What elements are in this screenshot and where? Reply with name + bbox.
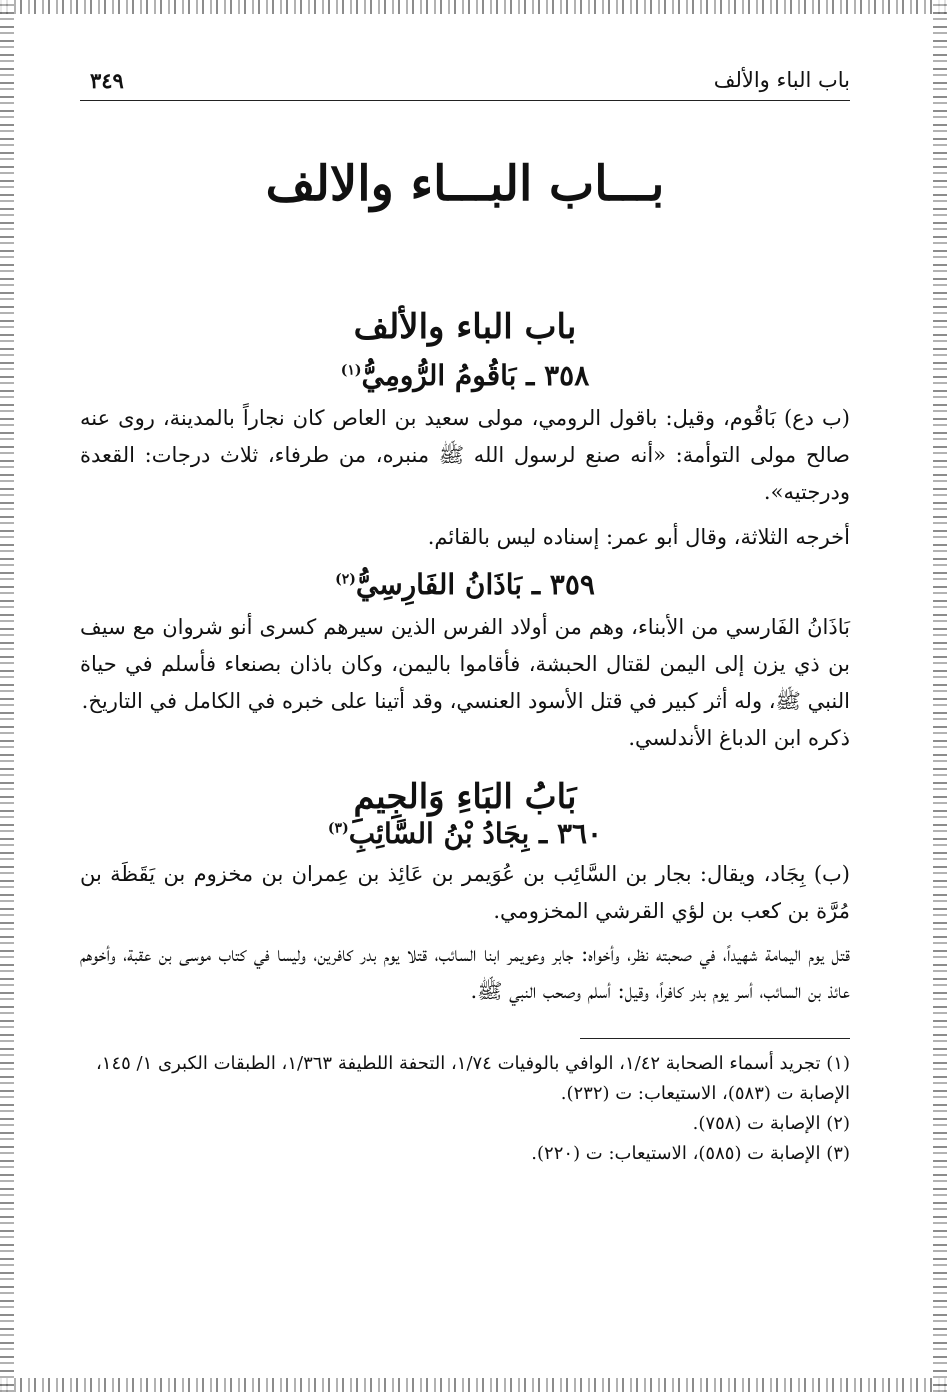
running-title: باب الباء والألف [713, 68, 850, 92]
footnote: (٢) الإصابة ت (٧٥٨). [692, 1113, 850, 1134]
entry-paragraph: بَاذَانُ الفَارسي من الأبناء، وهم من أولاد الفرس الذين سيرهم كسرى أنو شروان مع سيف بن ذي يزن إلى اليمن لقتال الحبشة، فأقاموا باليمن، وكان باذان بصنعاء فأسلم في حياة النبي ﷺ، وله أثر كبير في قتل الأسود العنسي، وقد أتينا على خبره في الكامل في التاريخ. [80, 615, 850, 713]
entry-heading [80, 817, 850, 850]
page-border-bottom [0, 1378, 947, 1392]
footnote: (١) تجريد أسماء الصحابة ١/٤٢، الوافي بالوفيات ١/٧٤، التحفة اللطيفة ١/٣٦٣، الطبقات الكبرى ١/ ١٤٥، الإصابة ت (٥٨٣)، الاستيعاب: ت (٢٣٢). [95, 1053, 850, 1104]
entry-paragraph: (ب) بِجَاد، ويقال: بجار بن السَّائِب بن عُوَيمر بن عَائِذ بن عِمران بن مخزوم بن يَقَظَة بن مُرَّة بن كعب بن لؤي القرشي المخزومي. [80, 862, 850, 923]
book-page [80, 60, 850, 1350]
entry-heading-text: ٣٦٠ ـ بِجَادُ بْنُ السَّائِبِ [348, 817, 603, 850]
entry-heading [80, 568, 850, 601]
page-border-left [0, 0, 14, 1392]
footnote-ref: (٢) [335, 571, 356, 588]
entry-heading [80, 359, 850, 392]
running-header [80, 60, 850, 101]
entry-paragraph: ذكره ابن الدباغ الأندلسي. [628, 726, 850, 750]
footnote-ref: (٣) [327, 820, 349, 837]
entry-paragraph: (ب دع) بَاقُوم، وقيل: باقول الرومي، مولى سعيد بن العاص كان نجاراً بالمدينة، روى عنه صالح مولى التوأمة: «أنه صنع لرسول الله ﷺ منبره، من طرفاء، ثلاث درجات: القعدة ودرجتيه». [80, 406, 850, 504]
section-title: باب الباء والألف [353, 307, 577, 347]
page-border-right [933, 0, 947, 1392]
section-title: بَابُ البَاءِ وَالجِيمِ [353, 777, 577, 817]
entry-heading-text: ٣٥٨ ـ بَاقُومُ الرُّومِيُّ [361, 359, 590, 392]
chapter-title: بـــاب البـــاء والالف [265, 156, 665, 212]
footnote-ref: (١) [340, 362, 362, 379]
entry-heading-text: ٣٥٩ ـ بَاذَانُ الفَارِسِيُّ [355, 568, 595, 601]
page-border-top [0, 0, 947, 14]
footnote: (٣) الإصابة ت (٥٨٥)، الاستيعاب: ت (٢٢٠). [531, 1143, 850, 1164]
page-number: ٣٤٩ [90, 68, 124, 93]
entry-paragraph: قتل يوم اليمامة شهيداً، في صحبته نظر، وأخواه: جابر وعويمر ابنا السائب، قتلا يوم بدر كافرين، وليسا في كتاب موسى بن عقبة، وأخوهم عائذ بن السائب، أسر يوم بدر كافراً، وقيل: أسلم وصحب النبي ﷺ. [80, 942, 850, 1003]
entry-paragraph: أخرجه الثلاثة، وقال أبو عمر: إسناده ليس بالقائم. [427, 525, 850, 549]
footnote-divider [580, 1038, 850, 1039]
